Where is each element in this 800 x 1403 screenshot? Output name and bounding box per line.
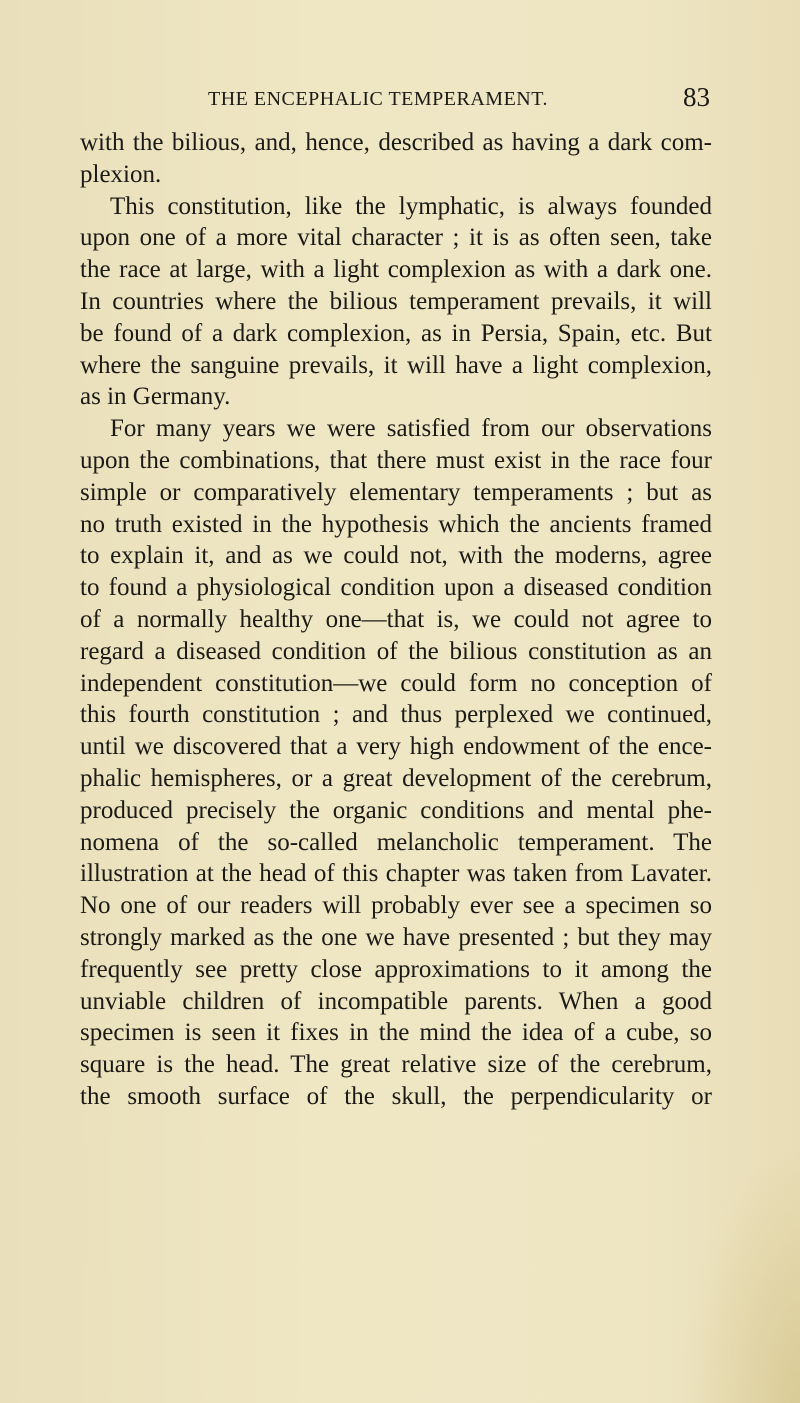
text-line: to explain it, and as we could not, with the moderns, agree bbox=[80, 542, 712, 570]
text-line: For many years we were satisfied from our observations bbox=[110, 415, 712, 443]
text-line: as in Germany. bbox=[80, 383, 231, 411]
text-line: In countries where the bilious temperament prevails, it will bbox=[80, 287, 712, 315]
text-line: unviable children of incompatible parents. When a good bbox=[80, 987, 712, 1015]
text-line: no truth existed in the hypothesis which the ancients framed bbox=[80, 510, 712, 538]
text-line: to found a physiological condition upon a diseased condition bbox=[80, 574, 712, 602]
text-line: phalic hemispheres, or a great development of the cerebrum, bbox=[80, 764, 712, 792]
body-text bbox=[80, 127, 712, 1113]
page-corner-shading bbox=[680, 1143, 800, 1403]
text-line: until we discovered that a very high endowment of the ence- bbox=[80, 733, 712, 761]
text-line: strongly marked as the one we have presented ; but they may bbox=[80, 923, 712, 951]
text-line: This constitution, like the lymphatic, is always founded bbox=[110, 192, 712, 220]
text-line: specimen is seen it fixes in the mind the idea of a cube, so bbox=[80, 1019, 712, 1047]
page-header bbox=[150, 84, 710, 114]
text-line: No one of our readers will probably ever see a specimen so bbox=[80, 892, 712, 920]
text-line: upon one of a more vital character ; it is as often seen, take bbox=[80, 224, 712, 252]
text-line: where the sanguine prevails, it will have a light complexion, bbox=[80, 351, 712, 379]
running-title: THE ENCEPHALIC TEMPERAMENT. bbox=[208, 88, 548, 110]
text-line: produced precisely the organic conditions and mental phe- bbox=[80, 796, 712, 824]
text-line: regard a diseased condition of the bilious constitution as an bbox=[80, 637, 712, 665]
text-line: simple or comparatively elementary temperaments ; but as bbox=[80, 478, 712, 506]
text-line: illustration at the head of this chapter was taken from Lavater. bbox=[80, 860, 712, 888]
text-line: frequently see pretty close approximations to it among the bbox=[80, 955, 712, 983]
text-line: be found of a dark complexion, as in Persia, Spain, etc. But bbox=[80, 319, 712, 347]
text-line: independent constitution—we could form no conception of bbox=[80, 669, 712, 697]
text-line: this fourth constitution ; and thus perplexed we continued, bbox=[80, 701, 712, 729]
page-number: 83 bbox=[683, 82, 710, 112]
text-line: nomena of the so-called melancholic temperament. The bbox=[80, 828, 712, 856]
text-line: the race at large, with a light complexion as with a dark one. bbox=[80, 256, 712, 284]
text-line: square is the head. The great relative size of the cerebrum, bbox=[80, 1051, 712, 1079]
text-line: upon the combinations, that there must exist in the race four bbox=[80, 446, 712, 474]
text-line: of a normally healthy one—that is, we could not agree to bbox=[80, 605, 712, 633]
text-line: the smooth surface of the skull, the perpendicularity or bbox=[80, 1082, 712, 1110]
text-line: plexion. bbox=[80, 160, 162, 188]
text-line: with the bilious, and, hence, described as having a dark com- bbox=[80, 129, 712, 156]
